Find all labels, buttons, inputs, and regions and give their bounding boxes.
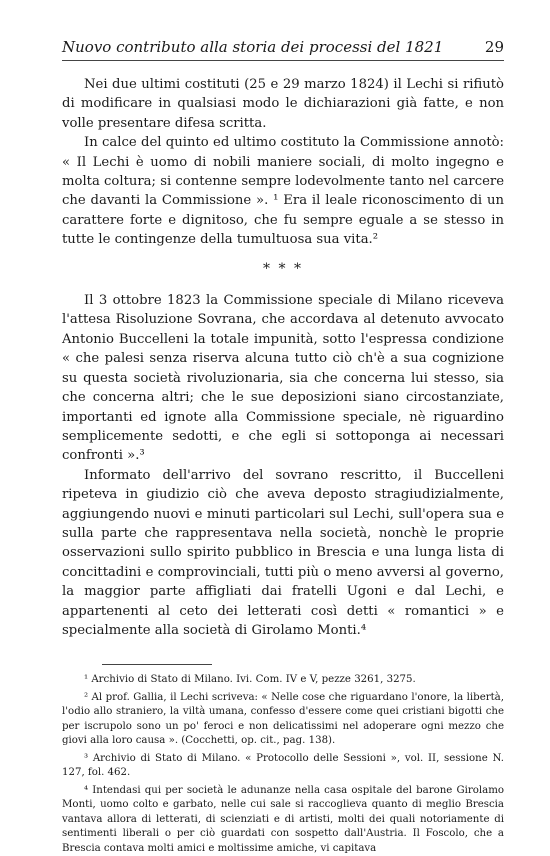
footnote-2: ² Al prof. Gallia, il Lechi scriveva: « Nelle cose che riguardano l'onore, la libertà, l'odio allo straniero, la viltà umana, confesso d'essere come quei cristiani bigotti che per iscrupolo sono un po' feroci e non delicatissimi nel adoperare ogni mezzo che giovi alla loro causa ». (Cocchetti, op. cit., pag. 138). bbox=[62, 691, 504, 747]
footnote-rule bbox=[102, 664, 212, 665]
paragraph-3: Il 3 ottobre 1823 la Commissione speciale di Milano riceveva l'attesa Risoluzione Sovrana, che accordava al detenuto avvocato Antonio Buccelleni la totale impunità, sotto l'espressa condizione « che palesi senza riserva alcuna tutto ciò ch'è a sua cognizione su questa società rivoluzionaria, sia che concerna lui stesso, sia che concerna altri; che le sue deposizioni siano circostanziate, importanti ed ignote alla Commissione speciale, nè riguardino semplicemente sedotti, e che egli si sottoponga ai necessari confronti ».³ bbox=[62, 293, 504, 464]
running-title: Nuovo contributo alla storia dei processi del 1821 bbox=[62, 38, 444, 56]
footnotes bbox=[62, 673, 504, 856]
footnote-4: ⁴ Intendasi qui per società le adunanze nella casa ospitale del barone Girolamo Monti, uomo colto e garbato, nelle cui sale si raccoglieva quanto di meglio Brescia vantava allora di letterati, di scienziati e di artisti, molti dei quali notoriamente di sentimenti liberali o per ciò guardati con sospetto dall'Austria. Il Foscolo, che a Brescia contava molti amici e moltissime amiche, vi capitava bbox=[62, 784, 504, 854]
main-text bbox=[62, 75, 504, 640]
footnote-3: ³ Archivio di Stato di Milano. « Protocollo delle Sessioni », vol. II, sessione N. 127, fol. 462. bbox=[62, 752, 504, 779]
running-header bbox=[62, 38, 504, 61]
footnote-1: ¹ Archivio di Stato di Milano. Ivi. Com. IV e V, pezze 3261, 3275. bbox=[84, 674, 416, 686]
section-separator: * * * bbox=[263, 260, 303, 277]
paragraph-4: Informato dell'arrivo del sovrano rescritto, il Buccelleni ripeteva in giudizio ciò che aveva deposto stragiudizialmente, aggiungendo nuovi e minuti particolari sul Lechi, sull'opera sua e sulla parte che rappresentava nella società, nonchè le proprie osservazioni sullo spirito pubblico in Brescia e una lunga lista di concittadini e comprovinciali, tutti più o meno avversi al governo, la maggior parte affigliati dai fratelli Ugoni e dal Lechi, e appartenenti al ceto dei letterati così detti « romantici » e specialmente alla società di Girolamo Monti.⁴ bbox=[62, 467, 504, 638]
page-number: 29 bbox=[484, 38, 504, 56]
paragraph-1: Nei due ultimi costituti (25 e 29 marzo 1824) il Lechi si rifiutò di modificare in qualsiasi modo le dichiarazioni già fatte, e non volle presentare difesa scritta. bbox=[62, 77, 504, 131]
paragraph-2: In calce del quinto ed ultimo costituto la Commissione annotò: « Il Lechi è uomo di nobili maniere sociali, di molto ingegno e molta coltura; si contenne sempre lodevolmente tanto nel carcere che davanti la Commissione ». ¹ Era il leale riconoscimento di un carattere forte e dignitoso, che fu sempre eguale a se stesso in tutte le contingenze della tumultuosa sua vita.² bbox=[62, 135, 504, 248]
